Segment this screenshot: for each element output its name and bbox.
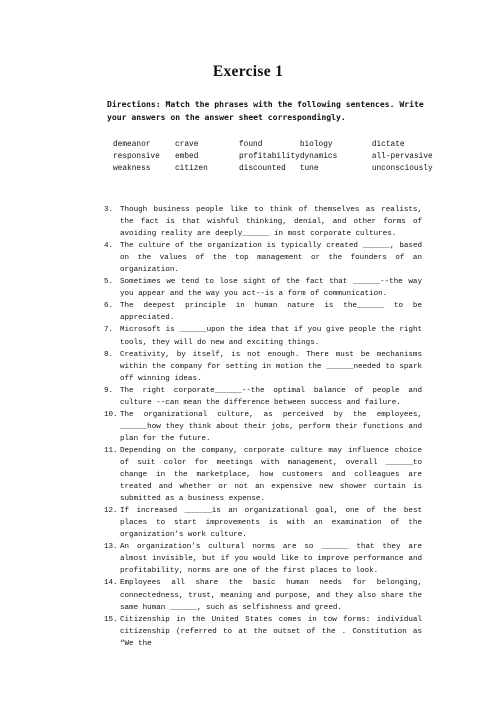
item-number: 13. [104, 543, 118, 552]
item-text: Depending on the company, corporate culture may influence choice of suit color for meetings with management, overall ______to change in the marketplace, how customers and colleagues are treated and whether or not an expensive new shower curtain is submitted as a business expense. [120, 446, 422, 504]
item-text: The deepest principle in human nature is the______ to be appreciated. [120, 302, 422, 323]
item-text: Though business people like to think of themselves as realists, the fact is that wishful thinking, denial, and other forms of avoiding reality are deeply______ in most corporate cultures. [120, 206, 422, 239]
item-number: 7. [104, 326, 114, 335]
item-number: 4. [104, 242, 114, 251]
exercise-item [104, 204, 422, 240]
item-text: The culture of the organization is typically created ______, based on the values of the top management or the founders of an organization. [120, 242, 422, 275]
item-text: The organizational culture, as perceived by the employees, ______how they think about their jobs, perform their functions and plan for the future. [120, 410, 422, 443]
word-bank-row [113, 139, 442, 151]
item-number: 15. [104, 615, 118, 624]
word-bank-word: embed [175, 153, 199, 161]
exercise-item [104, 385, 422, 409]
page-title: Exercise 1 [212, 63, 284, 80]
word-bank-word: citizen [175, 165, 208, 173]
word-bank-table [113, 139, 442, 175]
exercise-item [104, 445, 422, 505]
item-text: The right corporate______--the optimal balance of people and culture --can mean the difference between success and failure. [120, 386, 422, 407]
exercise-item [104, 240, 422, 276]
word-bank-word: discounted [239, 165, 286, 173]
exercise-item [104, 276, 422, 300]
item-number: 10. [104, 410, 118, 419]
word-bank-word: profitability [239, 153, 300, 161]
exercise-item [104, 614, 422, 650]
item-number: 12. [104, 507, 118, 516]
item-number: 6. [104, 302, 114, 311]
item-text: Sometimes we tend to lose sight of the fact that ______--the way you appear and the way you act--is a form of communication. [120, 278, 422, 299]
item-number: 3. [104, 206, 114, 214]
item-text: An organization’s cultural norms are so ______ that they are almost invisible, but if you would like to improve performance and profitability, norms are one of the first places to look. [120, 543, 422, 576]
item-number: 9. [104, 386, 114, 395]
exercise-item [104, 324, 422, 348]
word-bank-word: all-pervasive [371, 153, 433, 161]
word-bank-word: crave [175, 141, 199, 149]
item-text: If increased ______is an organizational goal, one of the best places to start improvements is with an examination of the organization’s work culture. [120, 507, 422, 540]
word-bank-word: found [239, 141, 263, 149]
word-bank-row [113, 151, 442, 163]
item-number: 5. [104, 278, 114, 287]
directions-text: Directions: Match the phrases with the following sentences. Write your answers on the answer sheet correspondingly. [107, 99, 424, 122]
word-bank-row [113, 163, 442, 175]
word-bank-word: dynamics [299, 153, 338, 161]
word-bank-word: weakness [113, 165, 151, 173]
item-number: 11. [104, 446, 118, 455]
exercise-item [104, 541, 422, 577]
word-bank-word: demeanor [113, 141, 151, 149]
word-bank-word: dictate [371, 141, 405, 149]
exercise-item [104, 300, 422, 324]
item-text: Citizenship in the United States comes in tow forms: individual citizenship (referred to at the outset of the . Constitution as “We the [120, 615, 422, 648]
exercise-item [104, 409, 422, 445]
exercise-item [104, 577, 422, 613]
item-text: Employees all share the basic human needs for belonging, connectedness, trust, meaning and purpose, and they also share the same human ______, such as selfishness and greed. [120, 579, 422, 612]
word-bank-word: unconsciously [371, 165, 433, 173]
exercise-item [104, 505, 422, 541]
word-bank-word: tune [299, 165, 319, 173]
exercise-item [104, 349, 422, 385]
item-number: 8. [104, 350, 114, 359]
item-text: Microsoft is ______upon the idea that if you give people the right tools, they will do new and exciting things. [120, 326, 422, 347]
word-bank-word: biology [299, 141, 333, 149]
word-bank-word: responsive [113, 153, 160, 161]
item-number: 14. [104, 579, 118, 588]
exercise-list [104, 204, 422, 650]
item-text: Creativity, by itself, is not enough. There must be mechanisms within the company for setting in motion the ______needed to spark off winning ideas. [120, 350, 422, 383]
